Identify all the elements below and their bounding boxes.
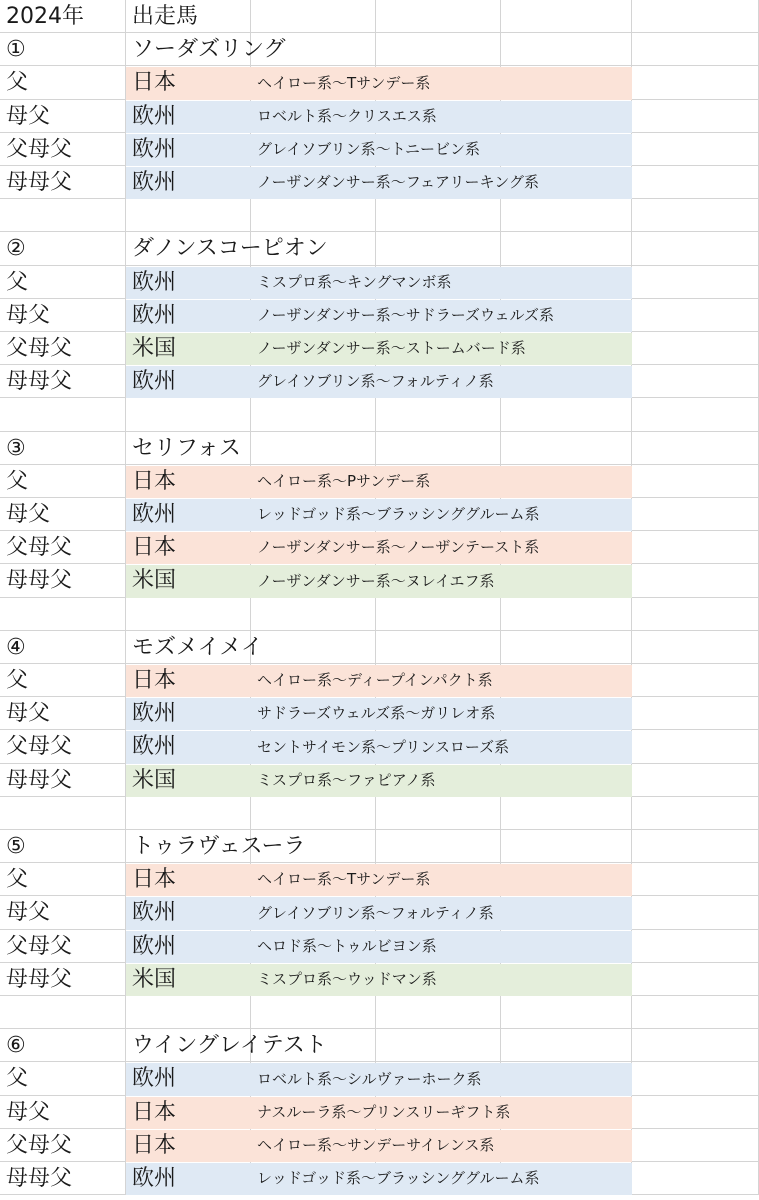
grid-cell[interactable] [126,598,251,631]
horse-number: ③ [6,435,26,461]
lineage-label: ヘイロー系〜Tサンデー系 [257,870,431,888]
grid-cell[interactable] [251,996,376,1029]
lineage-label: ミスプロ系〜ファピアノ系 [257,771,436,789]
relation-label: 父母父 [6,933,73,959]
relation-label: 母母父 [6,966,73,992]
grid-cell[interactable] [632,299,759,332]
grid-cell[interactable] [632,863,759,896]
grid-cell[interactable] [251,432,376,465]
lineage-label: ヘイロー系〜サンデーサイレンス系 [257,1136,495,1154]
lineage-label: ヘイロー系〜Tサンデー系 [257,73,431,92]
grid-cell[interactable] [251,199,376,232]
grid-cell[interactable] [632,564,759,598]
grid-cell[interactable] [632,996,759,1029]
grid-cell[interactable] [126,398,251,432]
relation-label: 母母父 [6,1165,73,1191]
grid-cell[interactable] [632,432,759,465]
horse-name: ウイングレイテスト [132,1032,327,1058]
grid-cell[interactable] [632,0,759,33]
grid-cell[interactable] [632,1129,759,1162]
lineage-label: ヘイロー系〜ディープインパクト系 [257,671,493,689]
grid-cell[interactable] [501,232,632,266]
lineage-label: ノーザンダンサー系〜ヌレイエフ系 [257,571,495,590]
grid-cell[interactable] [632,797,759,830]
lineage-label: セントサイモン系〜プリンスローズ系 [257,737,510,756]
grid-cell[interactable] [632,266,759,299]
grid-cell[interactable] [632,531,759,564]
grid-cell[interactable] [632,1029,759,1062]
grid-cell[interactable] [376,797,501,830]
region-label: 欧州 [132,169,177,195]
grid-cell[interactable] [501,996,632,1029]
grid-cell[interactable] [251,0,376,33]
grid-cell[interactable] [632,332,759,365]
horse-name: モズメイメイ [132,634,263,660]
region-label: 日本 [132,866,177,892]
grid-cell[interactable] [376,996,501,1029]
grid-cell[interactable] [0,199,126,232]
region-label: 欧州 [132,103,177,129]
region-label: 日本 [132,468,177,494]
grid-cell[interactable] [501,797,632,830]
grid-cell[interactable] [251,398,376,432]
grid-cell[interactable] [632,963,759,996]
grid-cell[interactable] [632,365,759,398]
column-title: 出走馬 [132,3,199,29]
horse-number: ⑥ [6,1032,26,1058]
lineage-label: ナスルーラ系〜プリンスリーギフト系 [257,1103,511,1121]
region-label: 米国 [132,335,177,361]
relation-label: 父 [6,866,29,892]
grid-cell[interactable] [0,797,126,830]
grid-cell[interactable] [501,398,632,432]
relation-label: 母母父 [6,767,73,793]
relation-label: 母父 [6,1099,51,1125]
lineage-label: ミスプロ系〜ウッドマン系 [257,970,437,988]
region-label: 日本 [132,534,177,560]
grid-cell[interactable] [0,996,126,1029]
grid-cell[interactable] [632,764,759,797]
horse-name: ダノンスコーピオン [132,236,328,261]
lineage-label: レッドゴッド系〜ブラッシンググルーム系 [257,1169,540,1187]
grid-cell[interactable] [632,166,759,199]
horse-number: ⑤ [6,833,26,859]
relation-label: 父 [6,667,29,693]
region-label: 日本 [132,667,177,693]
grid-cell[interactable] [0,398,126,432]
grid-cell[interactable] [501,199,632,232]
grid-cell[interactable] [632,33,759,66]
region-label: 欧州 [132,269,177,295]
grid-cell[interactable] [376,830,501,863]
relation-label: 父母父 [6,136,73,162]
grid-cell[interactable] [632,730,759,764]
region-label: 欧州 [132,136,177,162]
relation-label: 母父 [6,900,51,925]
year-label: 2024年 [6,3,84,29]
grid-cell[interactable] [376,398,501,432]
grid-cell[interactable] [251,797,376,830]
lineage-label: ノーザンダンサー系〜サドラーズウェルズ系 [257,306,555,324]
region-label: 欧州 [132,1165,177,1191]
grid-cell[interactable] [632,199,759,232]
relation-label: 父母父 [6,335,73,361]
grid-cell[interactable] [501,432,632,465]
grid-cell[interactable] [632,1062,759,1096]
grid-cell[interactable] [632,697,759,730]
region-label: 米国 [132,568,177,593]
region-label: 欧州 [132,501,177,527]
grid-cell[interactable] [376,598,501,631]
lineage-label: グレイソブリン系〜フォルティノ系 [257,903,494,922]
relation-label: 父母父 [6,1132,73,1158]
grid-cell[interactable] [632,1096,759,1129]
region-label: 日本 [132,70,177,95]
grid-cell[interactable] [632,66,759,100]
grid-cell[interactable] [632,398,759,432]
relation-label: 父母父 [6,734,73,759]
grid-cell[interactable] [501,631,632,664]
grid-cell[interactable] [632,465,759,498]
horse-name: ソーダズリング [132,36,286,62]
lineage-label: ミスプロ系〜キングマンボ系 [257,273,452,291]
grid-cell[interactable] [376,1029,501,1062]
relation-label: 母母父 [6,568,73,593]
grid-cell[interactable] [501,1029,632,1062]
grid-cell[interactable] [632,498,759,531]
grid-cell[interactable] [0,598,126,631]
grid-cell[interactable] [632,100,759,133]
grid-cell[interactable] [632,133,759,166]
grid-cell[interactable] [632,598,759,631]
grid-cell[interactable] [501,0,632,33]
relation-label: 父母父 [6,534,73,560]
region-label: 欧州 [132,1066,177,1091]
grid-cell[interactable] [376,631,501,664]
grid-cell[interactable] [632,1162,759,1195]
lineage-label: ノーザンダンサー系〜フェアリーキング系 [257,173,540,191]
lineage-label: グレイソブリン系〜フォルティノ系 [257,372,494,390]
grid-cell[interactable] [501,830,632,863]
grid-cell[interactable] [126,996,251,1029]
relation-label: 父 [6,70,29,95]
lineage-label: サドラーズウェルズ系〜ガリレオ系 [257,704,496,722]
lineage-label: ヘロド系〜トゥルビヨン系 [257,937,437,955]
region-label: 日本 [132,1099,177,1125]
region-label: 米国 [132,767,177,793]
grid-cell[interactable] [632,232,759,266]
grid-cell[interactable] [251,598,376,631]
grid-cell[interactable] [501,33,632,66]
region-label: 米国 [132,966,177,992]
grid-cell[interactable] [632,830,759,863]
region-label: 欧州 [132,933,177,959]
lineage-label: ノーザンダンサー系〜ストームバード系 [257,339,526,357]
grid-cell[interactable] [376,33,501,66]
horse-name: セリフォス [132,435,241,461]
region-label: 欧州 [132,368,177,394]
grid-cell[interactable] [376,199,501,232]
grid-cell[interactable] [126,797,251,830]
grid-cell[interactable] [126,199,251,232]
relation-label: 父 [6,1066,29,1091]
region-label: 欧州 [132,734,177,759]
lineage-label: レッドゴッド系〜ブラッシンググルーム系 [257,505,540,523]
horse-name: トゥラヴェスーラ [132,833,306,859]
lineage-label: グレイソブリン系〜トニービン系 [257,140,481,158]
grid-cell[interactable] [376,0,501,33]
horse-number: ② [6,236,26,261]
relation-label: 母母父 [6,368,73,394]
lineage-label: ヘイロー系〜Pサンデー系 [257,472,431,490]
region-label: 日本 [132,1132,177,1158]
relation-label: 母父 [6,700,51,726]
grid-cell[interactable] [251,631,376,664]
relation-label: 父 [6,269,29,295]
grid-cell[interactable] [632,631,759,664]
relation-label: 母父 [6,501,51,527]
grid-cell[interactable] [376,432,501,465]
region-label: 欧州 [132,900,177,925]
relation-label: 父 [6,468,29,494]
region-label: 欧州 [132,700,177,726]
relation-label: 母父 [6,103,51,129]
relation-label: 母母父 [6,169,73,195]
grid-cell[interactable] [632,930,759,963]
region-label: 欧州 [132,302,177,328]
lineage-label: ロベルト系〜シルヴァーホーク系 [257,1069,482,1088]
grid-cell[interactable] [376,232,501,266]
horse-number: ① [6,36,26,62]
grid-cell[interactable] [632,896,759,930]
grid-cell[interactable] [632,664,759,697]
horse-number: ④ [6,634,26,660]
grid-cell[interactable] [501,598,632,631]
lineage-label: ロベルト系〜クリスエス系 [257,107,437,125]
lineage-label: ノーザンダンサー系〜ノーザンテースト系 [257,538,540,556]
relation-label: 母父 [6,302,51,328]
